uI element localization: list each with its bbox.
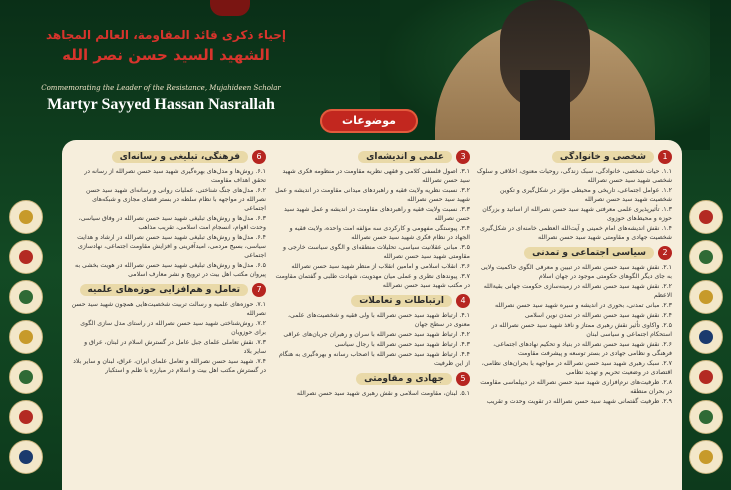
section-title: جهادی و مقاومتی — [356, 373, 452, 385]
section-header — [70, 283, 266, 297]
topic-item: ۵.۱. لبنان، مقاومت اسلامی و نقش رهبری شهید سید حسن نصرالله — [296, 390, 470, 397]
section-title: سیاسی اجتماعی و تمدنی — [524, 247, 654, 259]
topics-column-right — [476, 146, 672, 490]
topics-column-middle — [274, 146, 470, 490]
section-personal — [476, 150, 672, 242]
topic-item: ۶.۲. مدل‌های جنگ شناختی، عملیات روانی و رسانه‌ای شهید سید حسن نصرالله در مواجهه با نظام سلطه در بستر فضای مجازی و شبکه‌های اجتماعی — [86, 187, 266, 212]
section-political-social — [476, 246, 672, 406]
topic-item: ۲.۲. نقش شهید سید حسن نصرالله در زمینه‌سازی حکومت جهانی بقیة‌الله الاعظم — [483, 283, 672, 299]
topic-item: ۲.۴. نقش شهید سید حسن نصرالله در تمدن نوین اسلامی — [524, 312, 672, 319]
topic-item: ۳.۴. پیوستگی مفهومی و کارکردی سه مؤلفه امت واحده، ولایت فقیه و الجهاد در نظام فکری شهید سید حسن نصرالله — [289, 225, 470, 241]
topic-item: ۲.۵. واکاوی تأثیر نقش رهبری ممتاز و نافذ شهید سید حسن نصرالله در استحکام اجتماعی و سیاسی لبنان — [491, 322, 672, 338]
topic-item: ۱.۱. حیات شخصی، خانوادگی، سبک زندگی، روحیات معنوی، اخلاقی و سلوک شخصی شهید سید حسن نصرالله — [476, 168, 672, 184]
emblem-logo — [689, 400, 723, 434]
emblem-logo — [9, 320, 43, 354]
topic-item: ۲.۳. مبانی تمدنی، بحوری در اندیشه و سیره شهید سید حسن نصرالله — [494, 302, 672, 309]
section-scientific — [274, 150, 470, 290]
topic-item: ۷.۴. شهید سید حسن نصرالله و تعامل علمای ایران، عراق، لبنان و سایر بلاد در گسترش مکتب اهل بیت و اسلام در مبارزه با ظلم و استکبار — [73, 358, 266, 374]
topic-item: ۷.۳. نقش تعاملی علمای جبل عامل در گسترش اسلام در لبنان، عراق و سایر بلاد — [84, 339, 266, 355]
section-number-badge: 6 — [252, 150, 266, 164]
emblem-logo — [9, 240, 43, 274]
topic-item: ۶.۵. مدل‌ها و روش‌های تبلیغی شهید سید حسن نصرالله در هویت بخشی به پیروان مکتب اهل بیت در ترویج و نشر معارف اسلامی — [75, 262, 266, 278]
section-title: ارتباطات و تعاملات — [351, 295, 452, 307]
red-accent — [210, 0, 250, 16]
section-cultural-media — [70, 150, 266, 279]
section-seminaries — [70, 283, 266, 375]
topic-item: ۶.۳. مدل‌ها و روش‌های تبلیغی شهید سید حسن نصرالله در وفاق سیاسی، وحدت اقوام، انسجام امت اسلامی، تقریب مذاهب — [78, 215, 266, 231]
emblem-logo — [689, 240, 723, 274]
topic-item: ۴.۴. ارتباط شهید سید حسن نصرالله با اصحاب رسانه و بهره‌گیری به هنگام از این ظرفیت — [278, 351, 470, 367]
topics-column-left — [70, 146, 266, 490]
section-header — [70, 150, 266, 164]
topic-item: ۳.۳. نسبت ولایت فقیه و راهبردهای مقاومت در اندیشه و عمل شهید سید حسن نصرالله — [283, 206, 470, 222]
emblem-logo — [9, 200, 43, 234]
section-header — [274, 150, 470, 164]
title-persian-line2: الشهيد السيد حسن نصر الله — [62, 46, 270, 64]
topic-item: ۶.۴. مدل‌ها و روش‌های تبلیغی شهید سید حسن نصرالله در ارشاد و هدایت سیاسی، بسیج مردمی، امیدآفرینی و افزایش مقاومت اجتماعی، نهادسازی اجتماعی — [77, 234, 266, 259]
topic-item: ۱.۲. عوامل اجتماعی، تاریخی و محیطی مؤثر در شکل‌گیری و تکوین شخصیت شهید سید حسن نصرالله — [500, 187, 672, 203]
section-header — [476, 246, 672, 260]
section-number-badge: 3 — [456, 150, 470, 164]
sidebar-logos-left — [6, 200, 46, 474]
topic-item: ۷.۱. حوزه‌های علمیه و رسالت تربیت شخصیت‌هایی همچون شهید سید حسن نصرالله — [71, 301, 266, 317]
topic-item: ۲.۹. ظرفیت گفتمانی شهید سید حسن نصرالله در تقویت وحدت و تقریب — [486, 398, 672, 405]
topic-item: ۲.۶. نقش شهید سید حسن نصرالله در بنیاد و تحکیم نهادهای اجتماعی، فرهنگی و نظامی جهادی در بستر توسعه و پیشرفت مقاومت — [493, 341, 672, 357]
topic-item: ۳.۶. انقلاب اسلامی و امامین انقلاب از منظر شهید سید حسن نصرالله — [291, 263, 470, 270]
topic-item: ۴.۱. ارتباط شهید سید حسن نصرالله با ولی فقیه و شخصیت‌های علمی، معنوی در سطح جهان — [288, 312, 470, 328]
emblem-logo — [689, 280, 723, 314]
emblem-logo — [9, 440, 43, 474]
title-persian — [36, 28, 296, 64]
topic-item: ۷.۲. روش‌شناختی شهید سید حسن نصرالله در راستای مدل سازی الگوی برای حوزویان — [80, 320, 266, 336]
emblem-logo — [9, 400, 43, 434]
topic-item: ۱.۴. نقش اندیشه‌های امام خمینی و آیت‌الله العظمی خامنه‌ای در شکل‌گیری شخصیت جهادی و مقاومتی شهید سید حسن نصرالله — [479, 225, 672, 241]
topic-item: ۲.۷. سبک رهبری شهید سید حسن نصرالله در مواجهه با بحران‌های نظامی، اقتصادی در وضعیت تحریم و تهدید نظامی — [481, 360, 672, 376]
section-title: علمی و اندیشه‌ای — [358, 151, 452, 163]
section-relations — [274, 294, 470, 368]
topics-content-panel — [62, 140, 682, 490]
topics-badge: موضوعات — [320, 109, 418, 133]
emblem-logo — [9, 360, 43, 394]
topic-item: ۴.۳. ارتباط شهید سید حسن نصرالله با رجال سیاسی — [334, 341, 470, 348]
section-title: تعامل و هم‌افزایی حوزه‌های علمیه — [80, 284, 249, 296]
portrait-inner-robe — [520, 70, 570, 150]
emblem-logo — [689, 320, 723, 354]
title-english-subtitle: Commemorating the Leader of the Resistance, Mujahideen Scholar — [41, 84, 281, 92]
section-number-badge: 7 — [252, 283, 266, 297]
section-header — [274, 294, 470, 308]
portrait-photo — [380, 0, 710, 150]
title-persian-line1: إحياء ذکری قائد المقاومة، العالم المجاهد — [45, 28, 286, 42]
emblem-logo — [689, 440, 723, 474]
title-english-name: Martyr Sayyed Hassan Nasrallah — [47, 96, 275, 113]
topic-item: ۱.۳. تأثیرپذیری علمی معرفتی شهید سید حسن نصرالله از اساتید و بزرگان حوزه و محیط‌های حوزوی — [482, 206, 672, 222]
section-number-badge: 1 — [658, 150, 672, 164]
topic-item: ۲.۱. نقش شهید سید حسن نصرالله در تبیین و معرفی الگوی حاکمیت ولایی به جای دیگر الگوهای حکومتی موجود در جهان اسلام — [480, 264, 672, 280]
topic-item: ۴.۲. ارتباط شهید سید حسن نصرالله با سران و رهبران جریان‌های عراقی — [283, 331, 470, 338]
section-header — [274, 372, 470, 386]
sidebar-logos-right — [686, 200, 726, 474]
section-number-badge: 2 — [658, 246, 672, 260]
topic-item: ۳.۲. نسبت نظریه ولایت فقیه و راهبردهای میدانی مقاومت در اندیشه و عمل شهید سید حسن نصرالله — [275, 187, 470, 203]
emblem-logo — [689, 200, 723, 234]
topic-item: ۳.۱. اصول فلسفی کلامی و فقهی نظریه مقاومت در منظومه فکری شهید سید حسن نصرالله — [282, 168, 470, 184]
topic-item: ۲.۸. ظرفیت‌های نرم‌افزاری شهید سید حسن نصرالله در دیپلماسی مقاومت در بحران منطقه — [480, 379, 672, 395]
topic-item: ۳.۷. پیوندهای نظری و عملی میان مهدویت، شهادت طلبی و گفتمان مقاومت در مکتب شهید سید حسن نصرالله — [275, 273, 470, 289]
section-title: فرهنگی، تبلیغی و رسانه‌ای — [112, 151, 248, 163]
section-resistance — [274, 372, 470, 398]
topic-item: ۳.۵. مبانی عقلانیت سیاسی، تحلیلات منطقه‌ای و الگوی سیاست خارجی و مقاومتی شهید سید حسن نصرالله — [283, 244, 470, 260]
topic-item: ۶.۱. روش‌ها و مدل‌های بهره‌گیری شهید سید حسن نصرالله از رسانه در تحقق اهداف مقاومت — [84, 168, 266, 184]
section-title: شخصی و خانوادگی — [552, 151, 654, 163]
section-number-badge: 4 — [456, 294, 470, 308]
emblem-logo — [9, 280, 43, 314]
emblem-logo — [689, 360, 723, 394]
section-header — [476, 150, 672, 164]
section-number-badge: 5 — [456, 372, 470, 386]
